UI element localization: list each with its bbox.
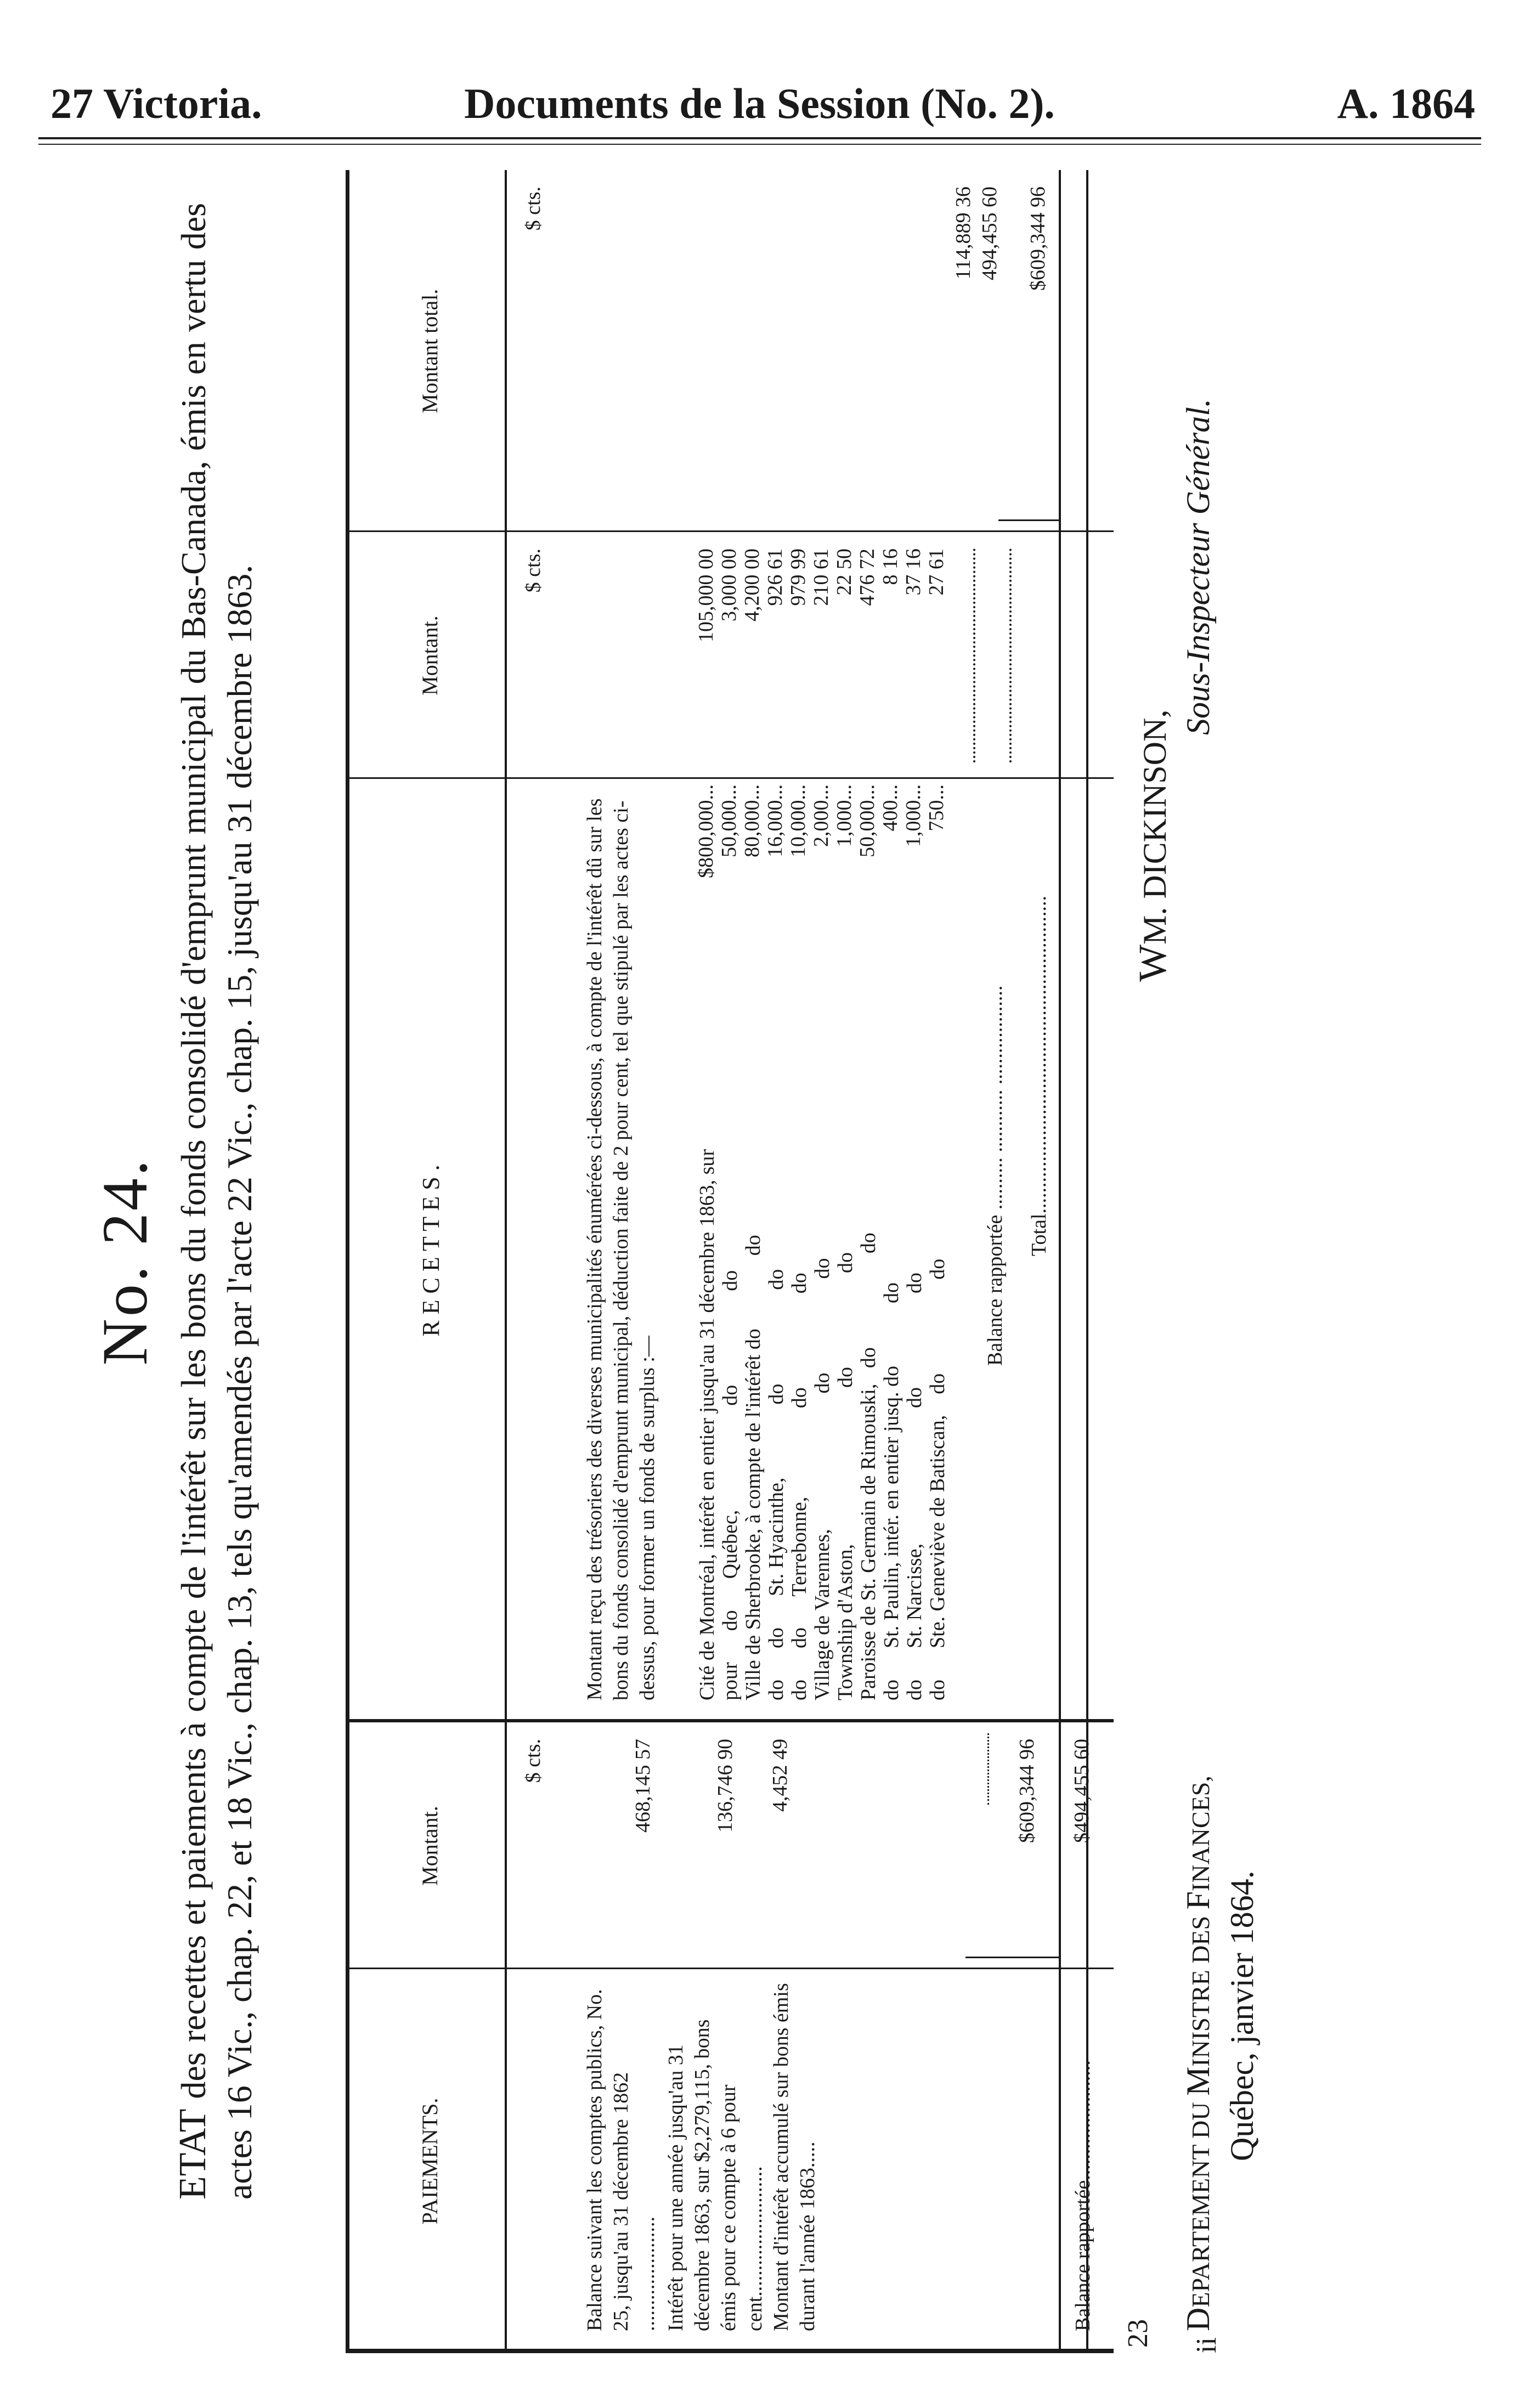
recette-row-amount: 8 16 [879, 549, 902, 585]
paiement-amount-balance: 468,145 57 [631, 1739, 654, 1833]
dept-initial-m: M [1180, 2066, 1216, 2096]
paiement-amount-accumule: 4,452 49 [769, 1739, 792, 1812]
signature-title: Sous-Inspecteur Général. [1180, 398, 1216, 735]
signature-initial: W [1131, 945, 1174, 982]
signature-name [1130, 710, 1176, 982]
table-left-border [346, 2349, 1114, 2353]
recette-row-amount: 4,200 00 [741, 549, 764, 621]
header-rule [38, 137, 1481, 139]
paiements-header: PAIEMENTS. [417, 2098, 442, 2225]
recettes-total-units: $ cts. [522, 186, 545, 231]
paiement-amount-interet: 136,746 90 [714, 1739, 737, 1833]
paiements-total: $609,344 96 [1015, 1739, 1038, 1843]
recette-row-label: Cité de Montréal, intérêt en entier jusqu'au 31 décembre 1863, sur [696, 1149, 719, 1700]
recette-row-principal: 50,000... [718, 784, 741, 857]
intro-text: des recettes et paiements à compte de l'intérêt sur les bons du fonds consolidé d'emprunt municipal du Bas-Canada, émis en vertu des actes 16 Vic., chap. 22, et 18 Vic., chap. 13, tels qu'amendés par l'acte 22 Vic., chap. 15, jusqu'au 31 décembre 1863. [174, 202, 259, 2200]
recette-row-label: do do St. Hyacinthe, do do [765, 1269, 788, 1700]
recettes-montant-units: $ cts. [522, 549, 545, 593]
dept-word-finances: INANCES, [1187, 1776, 1215, 1891]
recettes-total-label: Total............................................................. [1027, 895, 1051, 1256]
recette-row-principal: 10,000... [787, 784, 810, 857]
recette-row-principal: 1,000... [902, 784, 925, 847]
paiement-row-accumule: Montant d'intérêt accumulé sur bons émis durant l'année 1863..... [770, 1983, 819, 2331]
dept-initial-f: F [1180, 1891, 1216, 1910]
recette-row-label: pour do Québec, do do [719, 1270, 742, 1700]
recette-row-principal: 750... [925, 784, 948, 832]
recettes-subtotal: 114,889 36 [952, 186, 975, 280]
paiements-balance-amount: $494,455 60 [1070, 1739, 1093, 1843]
paiement-row-interet: Intérêt pour une année jusqu'au 31 décembre 1863, sur $2,279,115, bons émis pour ce compte à 6 pour cent......................... [664, 2019, 766, 2331]
paiements-total-bracket [965, 1957, 1059, 1958]
dept-initial-d: D [1180, 2307, 1216, 2331]
paiement-row-balance: Balance suivant les comptes publics, No. 25, jusqu'au 31 décembre 1862 ...................... [583, 1989, 659, 2331]
recette-row-label: Village de Varennes, do do [811, 1258, 834, 1700]
recette-row-principal: 400... [879, 784, 902, 832]
recette-row-amount: 3,000 00 [718, 549, 741, 621]
paiements-recettes-divider [346, 1719, 1114, 1722]
table-bottom-rule [1059, 170, 1061, 2353]
document-intro [170, 203, 263, 2200]
rotated-document-body [88, 170, 1459, 2353]
recettes-montant-total-rule [1009, 549, 1012, 762]
header-rule-thin [38, 144, 1481, 145]
recettes-header: R E C E T T E S . [417, 1165, 444, 1337]
table-footer-rule [1086, 170, 1088, 2353]
recettes-balance-label: Balance rapportée .......... ............ ................... [984, 985, 1007, 1366]
recette-row-label: do St. Paulin, intér. en entier jusq. do do [880, 1282, 903, 1700]
recette-row-label: Paroisse de St. Germain de Rimouski, do do [857, 1233, 880, 1700]
recette-row-amount: 476 72 [856, 549, 879, 606]
table-top-rule [346, 170, 349, 2353]
recette-row-principal: 16,000... [764, 784, 787, 857]
department-line [1179, 1776, 1217, 2331]
document-number: No. 24. [89, 1157, 161, 1366]
paiements-total-rule [987, 1733, 991, 1805]
recette-row-amount: 37 16 [902, 549, 925, 596]
recette-row-amount: 979 99 [787, 549, 810, 606]
footer-page-number: ii [1191, 2337, 1222, 2353]
recettes-montant-header: Montant. [417, 615, 442, 696]
header-year: A. 1864 [1337, 80, 1475, 127]
intro-lead: ETAT [172, 2109, 214, 2200]
paiements-balance-label: Balance rapportée....................... [1071, 2060, 1094, 2331]
recette-row-principal: 1,000... [833, 784, 856, 847]
recette-row-label: Ville de Sherbrooke, à compte de l'intérêt do do [742, 1235, 765, 1700]
dept-word-ministre: INISTRE DES [1187, 1909, 1215, 2067]
recette-row-label: do St. Narcisse, do do [903, 1272, 926, 1700]
paiements-units: $ cts. [522, 1739, 545, 1783]
recette-row-label: Township d'Aston, do do [834, 1252, 857, 1700]
recette-row-label: do Ste. Geneviève de Batiscan, do do [926, 1258, 949, 1700]
recettes-balance-amount: 494,455 60 [978, 186, 1001, 280]
recette-row-principal: 80,000... [741, 784, 764, 857]
recette-row-principal: 50,000... [856, 784, 879, 857]
recette-row-amount: 22 50 [833, 549, 856, 596]
recette-row-amount: 210 61 [810, 549, 833, 606]
recettes-total-amount: $609,344 96 [1026, 186, 1049, 291]
recette-row-amount: 27 61 [925, 549, 948, 596]
recette-row-amount: 105,000 00 [694, 549, 718, 642]
recette-row-amount: 926 61 [764, 549, 787, 606]
header-session-year: 27 Victoria. [50, 80, 262, 127]
recette-row-principal: $800,000... [694, 784, 718, 878]
paiements-montant-header: Montant. [417, 1806, 442, 1886]
dept-word-departement: EPARTEMENT DU [1187, 2095, 1215, 2308]
recette-row-principal: 2,000... [810, 784, 833, 847]
recettes-total-header: Montant total. [417, 289, 442, 414]
place-date-line: Québec, janvier 1864. [1224, 1870, 1260, 2161]
table-header-rule [505, 170, 507, 2353]
recettes-intro: Montant reçu des trésoriers des diverses municipalités énumérées ci-dessous, à compte de l'intérêt dû sur les bons du fonds consolidé d'emprunt municipal, déduction faite de 2 pour cent, tel que stipulé par les actes ci-dessus, pour former un fonds de surplus :— [583, 798, 659, 1700]
recette-row-label: do do Terrebonne, do do [788, 1273, 811, 1700]
signature-rest: M. DICKINSON, [1137, 709, 1173, 945]
header-document-title: Documents de la Session (No. 2). [464, 80, 1055, 127]
left-margin-page-number: 23 [1122, 2319, 1154, 2348]
recettes-subtotal-rule [973, 549, 975, 762]
